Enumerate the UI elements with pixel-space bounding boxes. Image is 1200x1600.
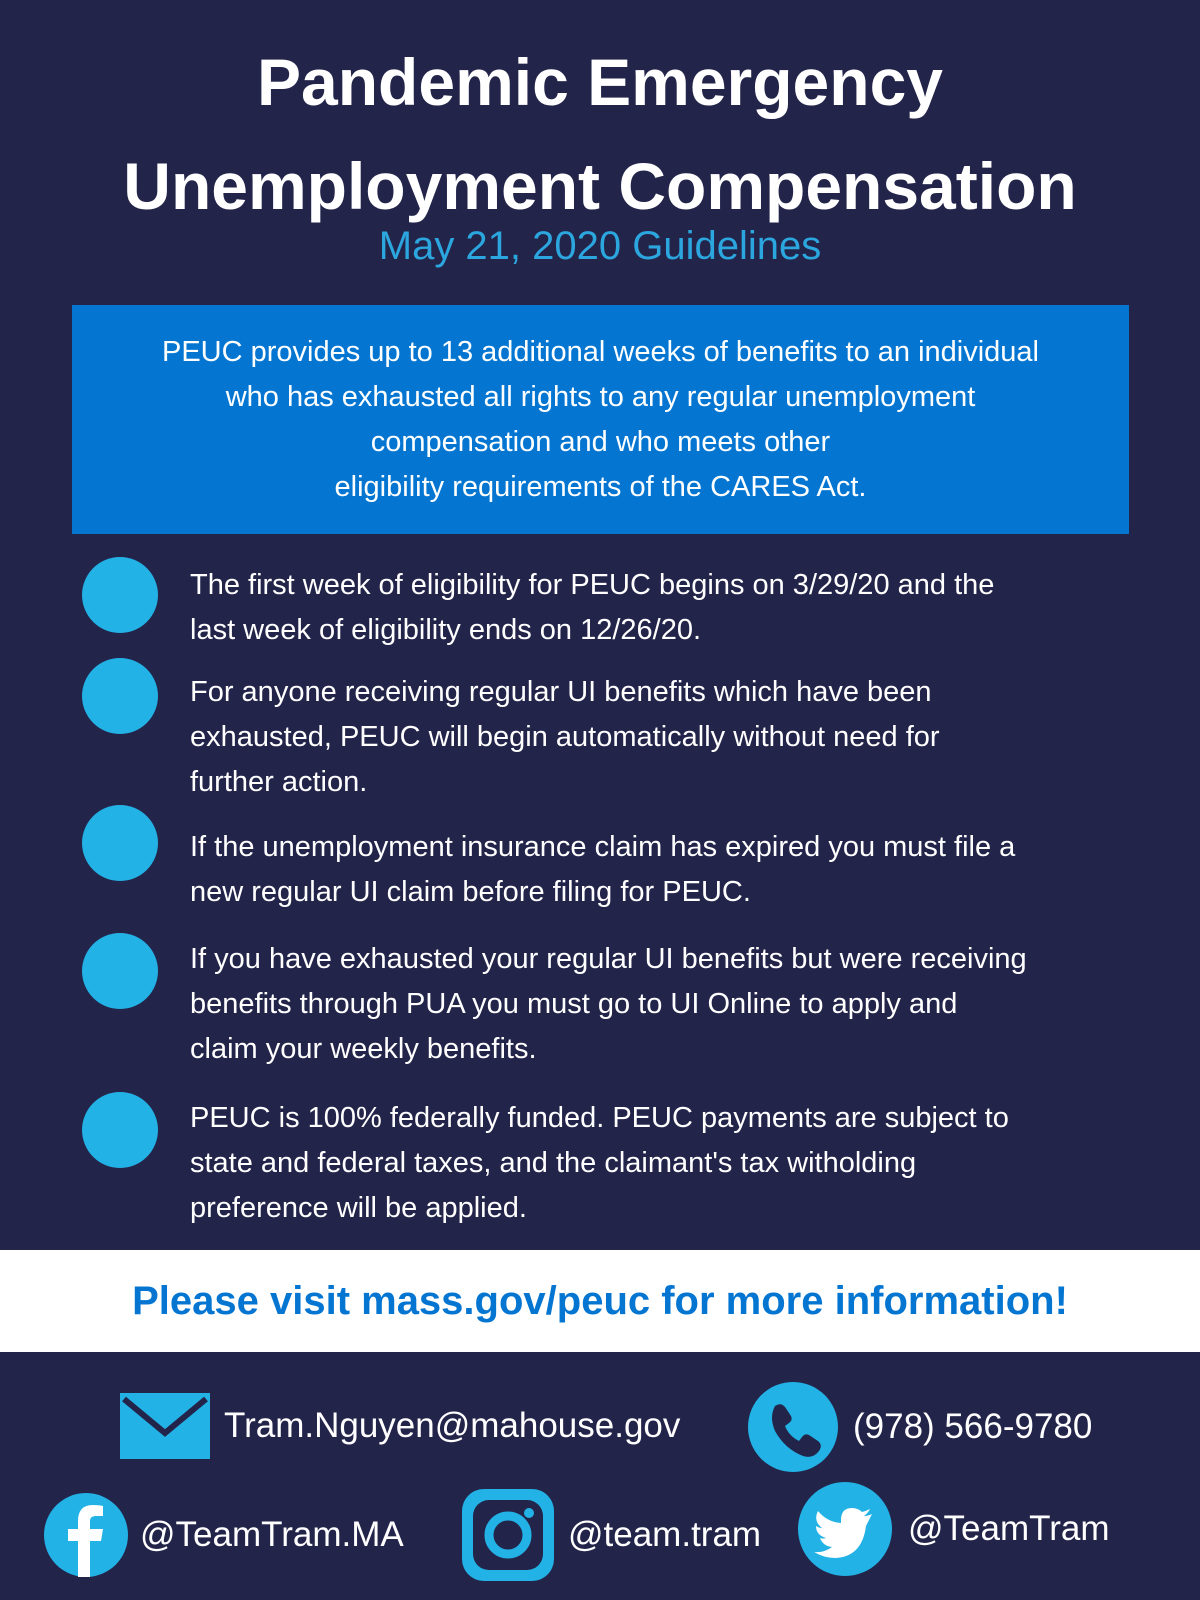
bullet-line: claim your weekly benefits. [190, 1033, 537, 1065]
bullet-line: For anyone receiving regular UI benefits which have been [190, 676, 932, 708]
envelope-icon [120, 1393, 210, 1459]
intro-line: eligibility requirements of the CARES Act. [334, 470, 867, 503]
instagram-icon [462, 1489, 554, 1581]
phone-icon [748, 1382, 838, 1472]
intro-box [72, 305, 1129, 534]
bullet-text [190, 825, 1150, 915]
bullet-line: The first week of eligibility for PEUC begins on 3/29/20 and the [190, 569, 995, 601]
bullet-text [190, 563, 1150, 653]
intro-line: who has exhausted all rights to any regular unemployment [225, 380, 976, 413]
title-line-1: Pandemic Emergency [257, 45, 943, 119]
bullet-line: further action. [190, 766, 368, 798]
bullet-line: state and federal taxes, and the claimant's tax witholding [190, 1147, 917, 1179]
bullet-dot-icon [82, 557, 158, 633]
twitter-icon [798, 1482, 892, 1576]
bullet-line: If you have exhausted your regular UI benefits but were receiving [190, 943, 1027, 975]
bullet-dot-icon [82, 658, 158, 734]
contact-facebook[interactable] [44, 1493, 404, 1577]
banner-link-text[interactable]: Please visit mass.gov/peuc for more information! [132, 1278, 1068, 1323]
facebook-icon [44, 1493, 128, 1577]
bullet-line: exhausted, PEUC will begin automatically without need for [190, 721, 940, 753]
bullet-line: new regular UI claim before filing for PEUC. [190, 876, 751, 908]
bullet-item-2 [82, 658, 1162, 818]
contact-twitter[interactable] [798, 1482, 1109, 1576]
bullet-dot-icon [82, 933, 158, 1009]
bullet-dot-icon [82, 1092, 158, 1168]
contact-email[interactable] [120, 1393, 680, 1459]
bullet-item-5 [82, 1092, 1162, 1252]
phone-text: (978) 566-9780 [853, 1407, 1093, 1446]
bullet-text [190, 670, 1150, 805]
bullet-line: PEUC is 100% federally funded. PEUC payments are subject to [190, 1102, 1009, 1134]
bullet-text [190, 937, 1150, 1072]
intro-text [162, 330, 1039, 510]
bullet-line: If the unemployment insurance claim has expired you must file a [190, 831, 1016, 863]
contact-instagram[interactable] [462, 1489, 761, 1581]
intro-line: PEUC provides up to 13 additional weeks of benefits to an individual [162, 335, 1039, 368]
bullet-line: last week of eligibility ends on 12/26/20. [190, 614, 702, 646]
info-banner [0, 1250, 1200, 1352]
bullet-text [190, 1096, 1150, 1231]
contact-phone[interactable] [748, 1382, 1092, 1472]
bullet-line: benefits through PUA you must go to UI Online to apply and [190, 988, 958, 1020]
title-line-2: Unemployment Compensation [123, 149, 1077, 223]
bullet-dot-icon [82, 805, 158, 881]
facebook-text: @TeamTram.MA [140, 1515, 404, 1554]
bullet-item-4 [82, 933, 1162, 1093]
intro-line: compensation and who meets other [370, 425, 831, 458]
bullet-line: preference will be applied. [190, 1192, 527, 1224]
page-subtitle: May 21, 2020 Guidelines [378, 224, 822, 268]
instagram-text: @team.tram [568, 1515, 762, 1554]
twitter-text: @TeamTram [908, 1509, 1110, 1548]
page-title [0, 30, 1200, 238]
email-text: Tram.Nguyen@mahouse.gov [224, 1406, 681, 1445]
